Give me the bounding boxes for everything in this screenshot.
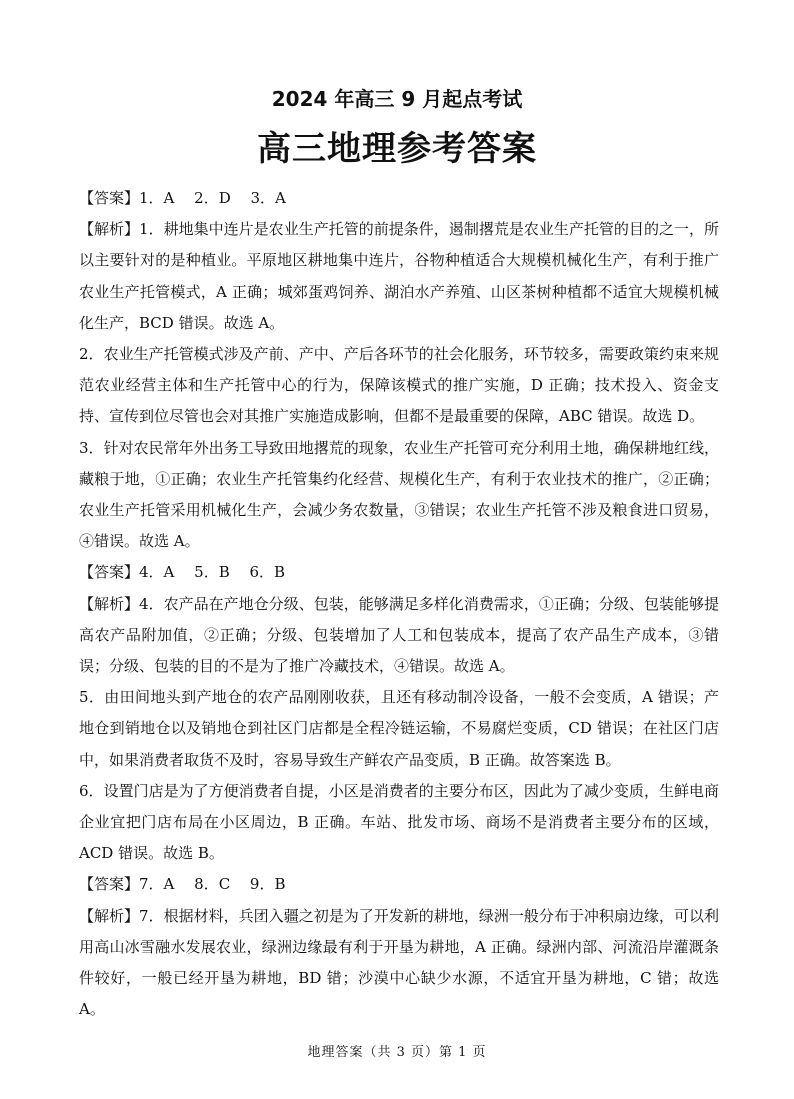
answer-key-4-6: 【答案】4．A 5．B 6．B (79, 563, 286, 582)
explanation-2: 2．农业生产托管模式涉及产前、产中、产后各环节的社会化服务，环节较多，需要政策约束来规范农业经营主体和生产托管中心的行为，保障该模式的推广实施，D 正确；技术投入、资金支持、宣传到位尽管也会对其推广实施造成影响，但都不是最重要的保障，ABC 错误。故选 D。 (79, 345, 719, 426)
explanation-6: 6．设置门店是为了方便消费者自提，小区是消费者的主要分布区，因此为了减少变质，生鲜电商企业宜把门店布局在小区周边，B 正确。车站、批发市场、商场不是消费者主要分布的区域，ACD 错误。故选 B。 (79, 781, 719, 863)
answer-key-1-3: 【答案】1．A 2．D 3．A (79, 189, 286, 207)
explanation-4: 【解析】4．农产品在产地仓分级、包装，能够满足多样化消费需求，①正确；分级、包装能够提高农产品附加值，②正确；分级、包装增加了人工和包装成本，提高了农产品生产成本，③错误；分级、包装的目的不是为了推广冷藏技术，④错误。故选 A。 (79, 594, 719, 676)
explanation-7: 【解析】7．根据材料，兵团入疆之初是为了开发新的耕地，绿洲一般分布于冲积扇边缘，可以利用高山冰雪融水发展农业，绿洲边缘最有利于开垦为耕地，A 正确。绿洲内部、河流沿岸灌溉条件较好，一般已经开垦为耕地，BD 错；沙漠中心缺少水源，不适宜开垦为耕地，C 错；故选 A。 (79, 906, 719, 1019)
answer-body (79, 183, 719, 1025)
page-title: 高三地理参考答案 (257, 129, 537, 169)
explanation-3: 3．针对农民常年外出务工导致田地撂荒的现象，农业生产托管可充分利用土地，确保耕地红线，藏粮于地，①正确；农业生产托管集约化经营、规模化生产，有利于农业技术的推广，②正确；农业生产托管采用机械化生产，会减少务农数量，③错误；农业生产托管不涉及粮食进口贸易，④错误。故选 A。 (79, 438, 719, 551)
explanation-5: 5．由田间地头到产地仓的农产品刚刚收获，且还有移动制冷设备，一般不会变质，A 错误；产地仓到销地仓以及销地仓到社区门店都是全程冷链运输，不易腐烂变质，CD 错误；在社区门店中，如果消费者取货不及时，容易导致生产鲜农产品变质，B 正确。故答案选 B。 (79, 688, 719, 769)
explanation-1: 【解析】1．耕地集中连片是农业生产托管的前提条件，遏制撂荒是农业生产托管的目的之一，所以主要针对的是种植业。平原地区耕地集中连片，谷物种植适合大规模机械化生产，有利于推广农业生产托管模式，A 正确；城郊蛋鸡饲养、湖泊水产养殖、山区茶树种植都不适宜大规模机械化生产，BCD 错误。故选 A。 (79, 220, 719, 332)
exam-subtitle: 2024 年高三 9 月起点考试 (271, 87, 523, 111)
page-footer: 地理答案（共 3 页）第 1 页 (307, 1045, 487, 1060)
answer-key-7-9: 【答案】7．A 8．C 9．B (79, 875, 286, 894)
